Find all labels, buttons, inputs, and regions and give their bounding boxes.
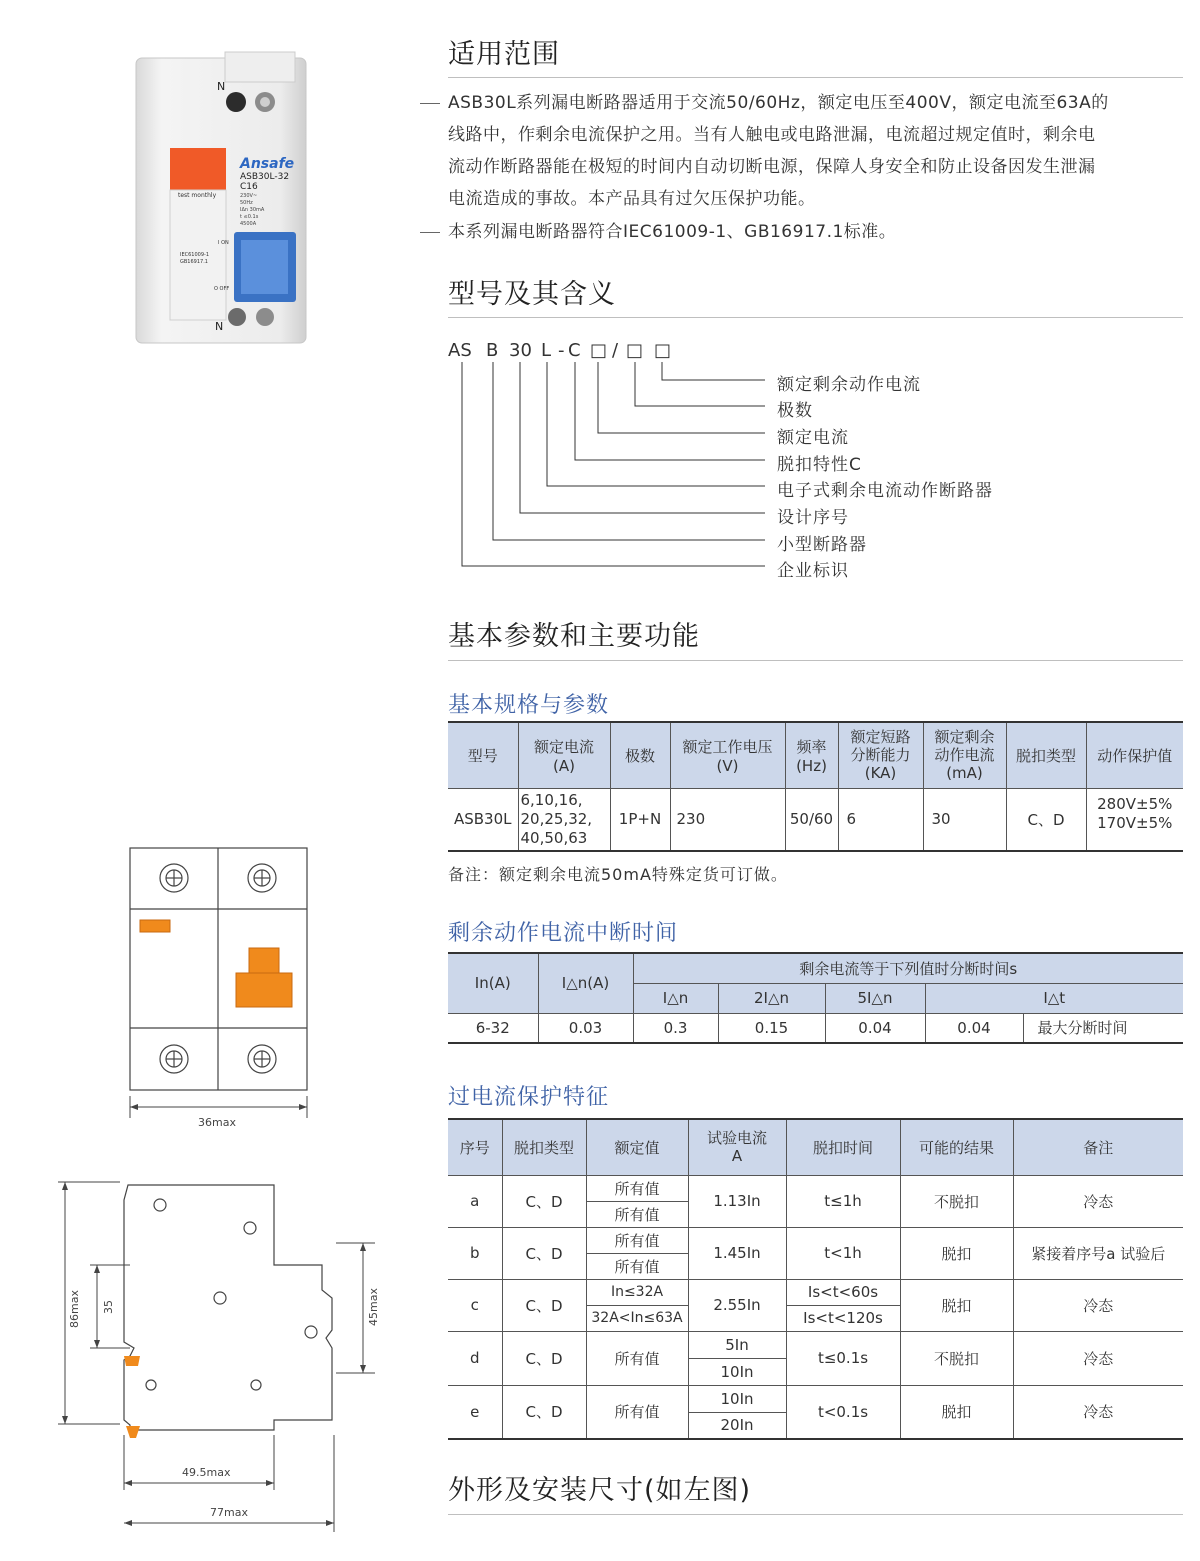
model-label-electronic-rcbo: 电子式剩余电流动作断路器: [777, 481, 993, 501]
model-code-box-3: □: [654, 340, 672, 361]
scope-paragraph-2: 本系列漏电断路器符合IEC61009-1、GB16917.1标准。: [448, 222, 897, 242]
model-code-b: B: [486, 340, 499, 361]
overcurrent-row-a: a C、D 所有值 1.13In t≤1h 不脱扣 冷态: [448, 1175, 1183, 1201]
model-label-trip-type: 脱扣特性C: [777, 455, 862, 475]
front-width-label: 36max: [198, 1116, 236, 1129]
residual-table: [448, 952, 1183, 1044]
scope-title: 适用范围: [448, 39, 560, 70]
side-view-drawing: [50, 1170, 380, 1550]
side-right-label: 45max: [367, 1288, 380, 1326]
product-spec-list: 230V~ 50Hz IΔn 30mA t ≤0.1s 4500A: [240, 193, 265, 227]
overcurrent-row-d: d C、D 所有值 5In t≤0.1s 不脱扣 冷态: [448, 1331, 1183, 1358]
specs-header-row: 型号 额定电流 (A) 极数 额定工作电压 (V) 频率 (Hz) 额定短路 分断能力 (KA) 额定剩余 动作电流 (mA) 脱扣类型 动作保护值: [448, 722, 1183, 788]
model-divider: [448, 317, 1183, 318]
model-label-company: 企业标识: [777, 561, 849, 581]
model-leader-lines: [440, 360, 780, 575]
scope-paragraph-1: ASB30L系列漏电断路器适用于交流50/60Hz，额定电压至400V，额定电流至63A的 线路中，作剩余电流保护之用。当有人触电或电路泄漏，电流超过规定值时，剩余电 流动作断路器能在极短的时间内自动切断电源，保障人身安全和防止设备因发生泄漏 电流造成的事故。本产品具有过欠压保护功能。: [448, 93, 1109, 209]
residual-subtitle: 剩余动作电流中断时间: [448, 921, 679, 946]
model-code-box-2: □: [626, 340, 644, 361]
residual-header-row: In(A) I△n(A) 剩余电流等于下列值时分断时间s: [448, 953, 1183, 983]
model-code-30: 30: [509, 340, 532, 361]
model-code-dash: -: [558, 340, 565, 361]
model-code-box-1: □: [590, 340, 608, 361]
model-title: 型号及其含义: [448, 279, 616, 310]
bullet-dash: [420, 103, 440, 104]
model-code-c: C: [568, 340, 581, 361]
side-bottom1-label: 49.5max: [182, 1466, 231, 1479]
params-title: 基本参数和主要功能: [448, 621, 700, 652]
dimensions-divider: [448, 1514, 1183, 1515]
breaker-illustration: [130, 50, 320, 350]
off-label: O OFF: [214, 286, 230, 292]
specs-table: [448, 721, 1183, 852]
brand-logo: Ansafe: [240, 156, 295, 172]
overcurrent-row-e: e C、D 所有值 10In t<0.1s 脱扣 冷态: [448, 1385, 1183, 1412]
terminal-top-label: N: [217, 80, 226, 93]
model-code-slash: /: [612, 340, 619, 361]
on-label: I ON: [218, 240, 229, 246]
scope-divider: [448, 77, 1183, 78]
model-label-poles: 极数: [777, 401, 813, 421]
model-label-residual-current: 额定剩余动作电流: [777, 375, 921, 395]
dimensions-title: 外形及安装尺寸(如左图): [448, 1475, 752, 1506]
product-model-label: ASB30L-32: [240, 172, 290, 182]
residual-data-row: 6-32 0.03 0.3 0.15 0.04 0.04 最大分断时间: [448, 1013, 1183, 1043]
terminal-bottom-label: N: [215, 320, 224, 333]
overcurrent-subtitle: 过电流保护特征: [448, 1085, 610, 1110]
model-label-mcb: 小型断路器: [777, 535, 867, 555]
test-label: test monthly: [178, 192, 217, 199]
model-code-as: AS: [448, 340, 472, 361]
overcurrent-row-c: c C、D In≤32A 2.55In Is<t<60s 脱扣 冷态: [448, 1279, 1183, 1305]
overcurrent-row-b: b C、D 所有值 1.45In t<1h 脱扣 紧接着序号a 试验后: [448, 1227, 1183, 1253]
side-height-label: 86max: [68, 1290, 81, 1328]
specs-note: 备注：额定剩余电流50mA特殊定货可订做。: [448, 865, 788, 884]
product-photo: [130, 50, 320, 350]
side-bottom2-label: 77max: [210, 1506, 248, 1519]
overcurrent-header-row: 序号 脱扣类型 额定值 试验电流 A 脱扣时间 可能的结果 备注: [448, 1119, 1183, 1175]
bullet-dash: [420, 232, 440, 233]
standards-label: IEC61009-1 GB16917.1: [180, 252, 210, 265]
side-inner-label: 35: [102, 1300, 115, 1314]
params-divider: [448, 660, 1183, 661]
front-view-drawing: [120, 840, 320, 1140]
specs-subtitle: 基本规格与参数: [448, 693, 610, 718]
model-label-rated-current: 额定电流: [777, 428, 849, 448]
overcurrent-table: 序号 脱扣类型 额定值 试验电流 A 脱扣时间 可能的结果 备注 a C、D 所有值 1.13In t≤1h 不脱扣 冷态 所有值 b C、D 所有值 1.45In t<1h 脱扣 紧接着序号a 试验后 所有值 c C、D In≤32A 2.55In Is<t<60s 脱扣 冷态 32A<In≤63A Is<t<120s d C、D 所有值 5In t≤0.1s 不脱扣 冷态 10In e C、D 所有值 10In t<0.1s 脱扣 冷态 20In: [448, 1118, 1183, 1440]
residual-subheader-row: I△n 2I△n 5I△n I△t: [448, 983, 1183, 1013]
specs-data-row: ASB30L 6,10,16, 20,25,32, 40,50,63 1P+N 230 50/60 6 30 C、D 280V±5% 170V±5%: [448, 788, 1183, 851]
model-label-design-no: 设计序号: [777, 508, 849, 528]
model-code-l: L: [541, 340, 552, 361]
product-rating-label: C16: [240, 182, 258, 192]
